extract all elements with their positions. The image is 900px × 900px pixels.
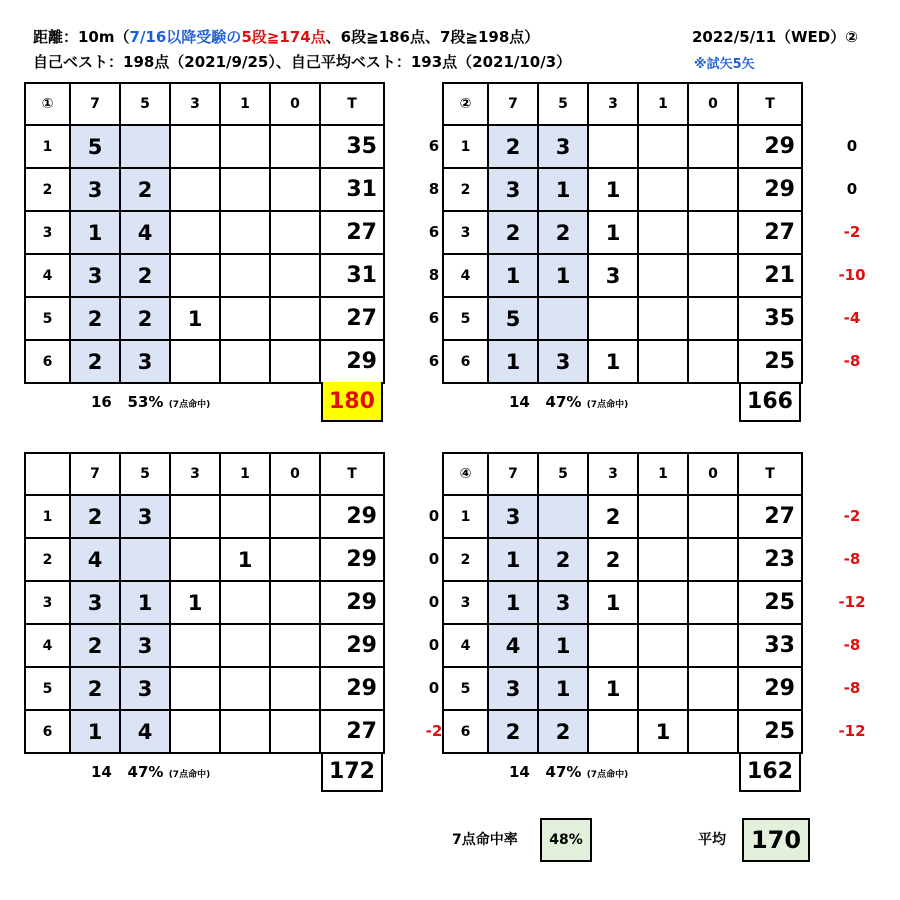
table-row [25,340,384,383]
count-cell [688,125,738,168]
round-number: 2 [443,538,488,581]
table-row [443,125,802,168]
count-cell: 1 [538,667,588,710]
count-cell [120,538,170,581]
table-row [443,254,802,297]
column-header: 5 [538,83,588,125]
dan5-threshold: 5段≧174点 [241,28,326,46]
round-diff: 8 [428,180,440,198]
round-diff: 0 [428,636,440,654]
count-cell [688,538,738,581]
count-cell: 2 [488,125,538,168]
count-cell [270,211,320,254]
column-header: 3 [588,453,638,495]
count-cell [688,340,738,383]
round-diff: -8 [843,550,861,568]
hit-rate-note: (7点命中) [168,400,211,410]
round-number: 5 [25,297,70,340]
count-cell [270,297,320,340]
footer-average-label: 平均 [698,832,726,848]
column-header: 0 [270,453,320,495]
count-cell: 2 [70,667,120,710]
count-cell: 4 [70,538,120,581]
dan-thresholds: 、6段≧186点、7段≧198点） [325,28,540,46]
score-table [24,452,385,754]
round-total: 23 [738,538,802,581]
session-total: 166 [739,382,801,422]
count-cell: 3 [120,624,170,667]
table-row [443,297,802,340]
count-cell [688,624,738,667]
round-diff: 6 [428,137,440,155]
round-number: 1 [443,125,488,168]
count-cell: 5 [488,297,538,340]
round-total: 29 [320,495,384,538]
count-cell [270,538,320,581]
count-cell [638,495,688,538]
count-cell [220,211,270,254]
session-total: 172 [321,752,383,792]
count-cell: 3 [70,254,120,297]
score-table [442,452,803,754]
footer-rate-label: 7点命中率 [452,832,518,848]
count-cell: 3 [120,495,170,538]
count-cell: 2 [538,710,588,753]
count-cell: 1 [70,710,120,753]
table-row [443,495,802,538]
count-cell [270,581,320,624]
round-diff: 0 [428,593,440,611]
round-diff: 8 [428,266,440,284]
round-diff: 6 [428,352,440,370]
count-cell [588,125,638,168]
round-diff: 0 [846,137,858,155]
count-cell [270,340,320,383]
count-cell [220,125,270,168]
hit-rate-note: (7点命中) [586,400,629,410]
count-cell: 2 [120,297,170,340]
count-cell: 3 [120,667,170,710]
count-cell: 3 [588,254,638,297]
count-cell: 3 [488,168,538,211]
round-diff: -2 [425,722,443,740]
round-total: 29 [738,667,802,710]
count-cell [220,495,270,538]
round-total: 27 [738,495,802,538]
round-diff: -8 [843,636,861,654]
hit-rate-note: (7点命中) [586,770,629,780]
round-diff: -12 [838,593,866,611]
count-cell: 2 [538,211,588,254]
round-diff: 0 [428,550,440,568]
count-cell: 1 [588,667,638,710]
count-cell [638,211,688,254]
round-total: 25 [738,340,802,383]
count-cell: 3 [488,495,538,538]
round-total: 31 [320,168,384,211]
round-number: 1 [25,495,70,538]
round-number: 1 [443,495,488,538]
table-row [25,211,384,254]
table-row [25,297,384,340]
count-cell: 1 [488,538,538,581]
column-header: 7 [488,83,538,125]
count-cell: 2 [70,340,120,383]
column-header: 5 [538,453,588,495]
count-cell: 1 [170,581,220,624]
hit-count: 14 [509,763,530,781]
count-cell [638,581,688,624]
count-cell [588,297,638,340]
round-number: 2 [25,168,70,211]
round-total: 35 [738,297,802,340]
hit-count: 16 [91,393,112,411]
count-cell: 1 [588,168,638,211]
column-header: 3 [588,83,638,125]
table-row [443,710,802,753]
round-total: 25 [738,581,802,624]
count-cell [638,297,688,340]
round-diff: -8 [843,352,861,370]
count-cell [588,624,638,667]
header-row [25,453,384,495]
count-cell [688,667,738,710]
column-header: T [738,453,802,495]
count-cell: 3 [538,125,588,168]
round-total: 29 [320,624,384,667]
count-cell: 2 [70,624,120,667]
column-header: 3 [170,453,220,495]
count-cell [688,581,738,624]
round-number: 6 [443,340,488,383]
round-number: 4 [443,624,488,667]
count-cell: 2 [70,495,120,538]
count-cell [270,168,320,211]
count-cell: 1 [538,168,588,211]
column-header: 7 [488,453,538,495]
round-number: 3 [443,581,488,624]
count-cell: 1 [588,211,638,254]
header-row [443,453,802,495]
count-cell [688,211,738,254]
hit-count: 14 [509,393,530,411]
count-cell [638,340,688,383]
table-row [443,538,802,581]
round-total: 35 [320,125,384,168]
table-row [443,340,802,383]
count-cell [638,168,688,211]
distance-label: 距離：10m（ [33,28,130,46]
count-cell [170,168,220,211]
column-header: 1 [638,83,688,125]
rule-note: 7/16以降受験の [129,28,242,46]
round-diff: 0 [846,180,858,198]
count-cell [170,538,220,581]
round-total: 29 [738,168,802,211]
hit-rate: 47% [127,763,164,781]
table-row [443,168,802,211]
round-total: 31 [320,254,384,297]
count-cell [270,125,320,168]
count-cell [638,624,688,667]
count-cell [170,340,220,383]
table-row [443,211,802,254]
table-row [25,581,384,624]
column-header: 0 [688,83,738,125]
count-cell [270,254,320,297]
count-cell [220,667,270,710]
column-header: T [320,453,384,495]
count-cell: 2 [488,710,538,753]
round-diff: 0 [428,507,440,525]
count-cell [170,125,220,168]
count-cell: 3 [70,581,120,624]
count-cell: 3 [488,667,538,710]
table-row [25,538,384,581]
count-cell: 1 [588,581,638,624]
table-row [25,710,384,753]
count-cell: 1 [588,340,638,383]
count-cell [688,495,738,538]
hit-rate: 47% [545,393,582,411]
count-cell [688,297,738,340]
round-number: 4 [443,254,488,297]
count-cell [270,667,320,710]
table-row [443,624,802,667]
round-total: 27 [738,211,802,254]
count-cell: 1 [170,297,220,340]
table-row [25,667,384,710]
round-number: 3 [443,211,488,254]
count-cell [638,125,688,168]
count-cell [220,254,270,297]
count-cell [638,254,688,297]
round-number: 3 [25,581,70,624]
count-cell [270,624,320,667]
score-table [442,82,803,384]
round-diff: -2 [843,507,861,525]
column-header: 1 [220,83,270,125]
round-diff: -4 [843,309,861,327]
count-cell [170,624,220,667]
count-cell: 3 [120,340,170,383]
table-row [25,495,384,538]
count-cell [638,667,688,710]
count-cell: 1 [120,581,170,624]
session-total: 180 [321,382,383,422]
count-cell: 1 [488,581,538,624]
session-total: 162 [739,752,801,792]
round-total: 27 [320,211,384,254]
count-cell [170,254,220,297]
round-total: 29 [320,581,384,624]
column-header: T [738,83,802,125]
round-total: 29 [320,538,384,581]
count-cell [538,297,588,340]
count-cell [270,710,320,753]
count-cell [170,710,220,753]
count-cell: 3 [538,340,588,383]
round-number: 6 [25,340,70,383]
hit-rate: 47% [545,763,582,781]
count-cell: 1 [488,340,538,383]
count-cell: 3 [70,168,120,211]
session-label [25,453,70,495]
round-total: 33 [738,624,802,667]
hit-stats [91,393,210,411]
table-row [25,624,384,667]
count-cell [220,168,270,211]
count-cell [220,297,270,340]
count-cell [270,495,320,538]
round-total: 25 [738,710,802,753]
count-cell: 5 [70,125,120,168]
round-number: 5 [443,297,488,340]
table-row [25,125,384,168]
count-cell: 4 [120,211,170,254]
table-row [443,581,802,624]
count-cell: 1 [538,624,588,667]
round-number: 5 [443,667,488,710]
count-cell: 2 [488,211,538,254]
hit-stats [509,393,628,411]
round-total: 27 [320,710,384,753]
hit-stats [509,763,628,781]
hit-stats [91,763,210,781]
count-cell [688,168,738,211]
count-cell [220,624,270,667]
count-cell [588,710,638,753]
count-cell [120,125,170,168]
count-cell [220,710,270,753]
round-number: 3 [25,211,70,254]
hit-rate-note: (7点命中) [168,770,211,780]
round-number: 4 [25,624,70,667]
count-cell: 2 [70,297,120,340]
column-header: 0 [688,453,738,495]
count-cell [220,340,270,383]
round-number: 2 [25,538,70,581]
round-total: 27 [320,297,384,340]
count-cell [638,538,688,581]
round-number: 2 [443,168,488,211]
round-total: 29 [320,667,384,710]
column-header: 1 [220,453,270,495]
score-table [24,82,385,384]
round-diff: -8 [843,679,861,697]
table-row [25,168,384,211]
count-cell [688,710,738,753]
round-total: 29 [738,125,802,168]
count-cell: 2 [588,495,638,538]
count-cell: 1 [220,538,270,581]
count-cell: 1 [488,254,538,297]
count-cell: 2 [538,538,588,581]
count-cell [538,495,588,538]
header-line-1 [33,26,539,47]
round-diff: 6 [428,223,440,241]
header-row [25,83,384,125]
count-cell [170,667,220,710]
round-total: 21 [738,254,802,297]
round-number: 1 [25,125,70,168]
session-label: ① [25,83,70,125]
count-cell: 1 [638,710,688,753]
count-cell [688,254,738,297]
count-cell: 2 [588,538,638,581]
header-line-2: 自己ベスト：198点（2021/9/25）、自己平均ベスト：193点（2021/10/3） [33,53,572,71]
count-cell [220,581,270,624]
round-diff: -10 [838,266,866,284]
round-diff: 6 [428,309,440,327]
round-diff: -2 [843,223,861,241]
count-cell: 4 [120,710,170,753]
column-header: 5 [120,83,170,125]
round-number: 4 [25,254,70,297]
count-cell: 2 [120,254,170,297]
count-cell: 1 [70,211,120,254]
round-total: 29 [320,340,384,383]
header-date: 2022/5/11（WED）② [692,28,858,46]
count-cell: 4 [488,624,538,667]
count-cell [170,211,220,254]
count-cell [170,495,220,538]
session-label: ④ [443,453,488,495]
column-header: 7 [70,83,120,125]
column-header: T [320,83,384,125]
column-header: 5 [120,453,170,495]
count-cell: 2 [120,168,170,211]
column-header: 1 [638,453,688,495]
trial-arrow-note: ※試矢5矢 [694,57,755,72]
round-number: 5 [25,667,70,710]
session-label: ② [443,83,488,125]
hit-rate: 53% [127,393,164,411]
column-header: 3 [170,83,220,125]
header-row [443,83,802,125]
footer-average-value: 170 [742,818,810,862]
round-diff: -12 [838,722,866,740]
count-cell: 3 [538,581,588,624]
column-header: 0 [270,83,320,125]
round-number: 6 [25,710,70,753]
round-diff: 0 [428,679,440,697]
table-row [443,667,802,710]
table-row [25,254,384,297]
footer-rate-value: 48% [540,818,592,862]
round-number: 6 [443,710,488,753]
count-cell: 1 [538,254,588,297]
hit-count: 14 [91,763,112,781]
column-header: 7 [70,453,120,495]
